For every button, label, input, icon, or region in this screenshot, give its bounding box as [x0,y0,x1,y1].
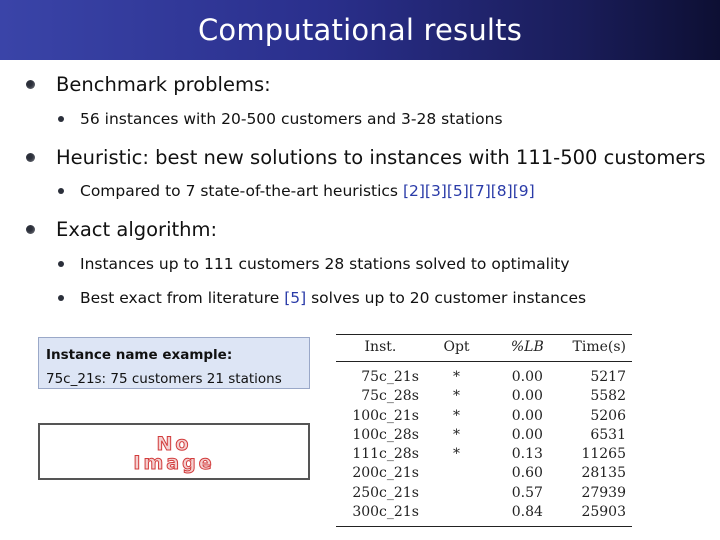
instance-name-box [38,337,310,389]
sub-bullet-dot-icon [58,188,64,194]
no-image-icon [40,425,308,478]
cell-inst: 200c_21s [352,465,419,482]
table-header-row [336,335,632,362]
cell-opt: * [453,426,460,443]
header-opt: Opt [425,335,488,362]
sub-bullet-text [80,289,586,307]
bullet-text: Exact algorithm: [56,218,218,241]
bullet-dot-icon [26,80,35,89]
sub-bullet-literature [58,289,586,307]
cell-lb: 0.60 [511,465,543,482]
table-row [336,387,632,406]
sub-bullet-prefix: Best exact from literature [80,289,285,307]
sub-bullet-instances [58,110,503,128]
sub-bullet-dot-icon [58,116,64,122]
sub-bullet-dot-icon [58,295,64,301]
no-image-line2: Image [133,452,215,474]
cell-lb: 0.00 [511,407,543,424]
cell-opt [425,464,488,483]
instance-box-example: 75c_21s: 75 customers 21 stations [46,371,282,387]
cell-lb: 0.84 [488,503,566,527]
cell-opt [425,503,488,527]
sub-bullet-compared [58,182,535,200]
bullet-dot-icon [26,153,35,162]
table-row [336,503,632,527]
cell-time: 5217 [590,369,626,385]
cell-time: 11265 [581,446,626,463]
cell-inst: 111c_28s [352,446,419,463]
cell-time: 5206 [590,407,626,424]
bullet-dot-icon [26,225,35,234]
cell-time: 25903 [567,503,632,527]
cell-lb: 0.00 [511,426,543,443]
slide-title-bar [0,0,720,60]
bullet-text: Benchmark problems: [56,73,271,96]
table-row [336,407,632,426]
cell-inst: 75c_28s [361,388,419,405]
sub-bullet-text: Instances up to 111 customers 28 stations solved to optimality [80,255,570,273]
table-row [336,362,632,388]
bullet-heuristic [26,146,706,169]
citation-ref: [5] [284,289,307,307]
slide-title: Computational results [197,13,523,47]
bullet-text: Heuristic: best new solutions to instances with 111-500 customers [56,146,706,169]
sub-bullet-prefix: Compared to 7 state-of-the-art heuristics [80,182,403,200]
cell-lb: 0.13 [511,446,543,463]
sub-bullet-text: 56 instances with 20-500 customers and 3-28 stations [80,110,503,128]
bullet-exact [26,218,217,241]
cell-lb: 0.00 [511,369,543,385]
header-lb: %LB [488,335,566,362]
cell-time: 5582 [590,388,626,405]
cell-opt: * [453,407,460,424]
cell-inst: 100c_21s [352,407,419,424]
sub-bullet-dot-icon [58,261,64,267]
sub-bullet-suffix: solves up to 20 customer instances [306,289,587,307]
cell-lb: 0.00 [511,388,543,405]
cell-opt: * [453,369,460,385]
instance-box-heading: Instance name example: [46,347,233,363]
cell-time: 27939 [581,484,626,501]
cell-time: 28135 [581,465,626,482]
cell-lb: 0.57 [511,484,543,501]
cell-inst: 300c_21s [336,503,425,527]
table-row [336,464,632,483]
placeholder-image [38,423,310,480]
header-time: Time(s) [567,335,632,362]
cell-inst: 250c_21s [352,484,419,501]
cell-inst: 100c_28s [352,426,419,443]
sub-bullet-text [80,182,535,200]
table-row [336,445,632,464]
table-row [336,484,632,503]
table-row [336,426,632,445]
header-inst: Inst. [336,335,425,362]
cell-opt [425,484,488,503]
sub-bullet-optimality [58,255,570,273]
no-image-line1: No [156,433,192,455]
results-table [336,334,632,527]
cell-time: 6531 [590,426,626,443]
citation-refs: [2][3][5][7][8][9] [402,182,535,200]
bullet-benchmark [26,73,271,96]
cell-inst: 75c_21s [361,369,419,385]
cell-opt: * [453,446,460,463]
cell-opt: * [453,388,460,405]
